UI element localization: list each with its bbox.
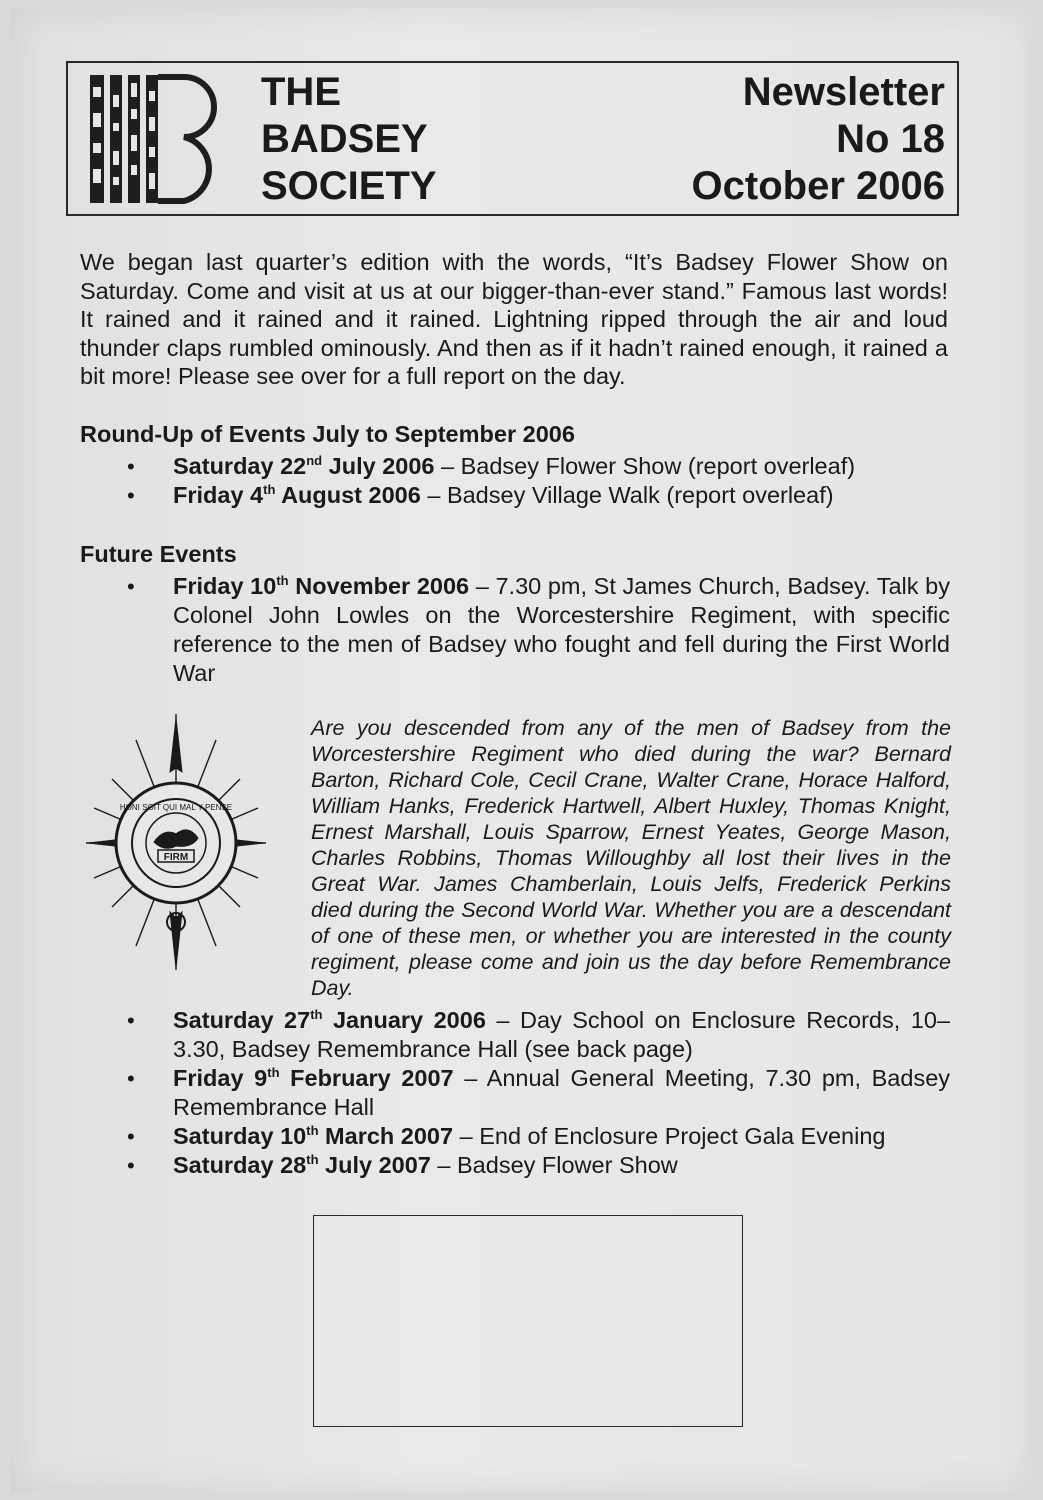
future-events-list bbox=[80, 572, 950, 688]
list-item bbox=[80, 1064, 950, 1122]
event-day: Saturday 10 bbox=[173, 1123, 307, 1149]
badge-motto: HONI SOIT QUI MAL Y PENSE bbox=[119, 803, 233, 812]
issue-date: October 2006 bbox=[691, 164, 945, 208]
event-ordinal: th bbox=[306, 1123, 319, 1139]
event-day: Friday 9 bbox=[173, 1065, 268, 1091]
event-description: – Badsey Flower Show (report overleaf) bbox=[434, 453, 856, 479]
event-ordinal: th bbox=[310, 1007, 323, 1023]
event-description: – 7.30 pm, St James Church, Badsey. Talk by Colonel John Lowles on the Worcestershire Regiment, with specific reference to the men of Badsey who fought and fell during the First World War bbox=[173, 573, 950, 686]
event-description: – Annual General Meeting, 7.30 pm, Badsey Remembrance Hall bbox=[173, 1065, 951, 1120]
society-name-line: BADSEY bbox=[261, 117, 428, 161]
event-description: – Badsey Flower Show bbox=[430, 1152, 678, 1178]
event-date-rest: January 2006 bbox=[322, 1007, 486, 1033]
event-ordinal: th bbox=[306, 1152, 319, 1168]
newsletter-title: Newsletter bbox=[742, 70, 945, 114]
issue-number: No 18 bbox=[836, 117, 945, 161]
society-name-line: THE bbox=[261, 70, 341, 114]
event-description: – End of Enclosure Project Gala Evening bbox=[453, 1123, 886, 1149]
event-description: – Day School on Enclosure Records, 10–3.30, Badsey Remembrance Hall (see back page) bbox=[173, 1007, 950, 1062]
future-events-list-continued bbox=[80, 1006, 950, 1180]
society-name-line: SOCIETY bbox=[261, 164, 437, 208]
list-item bbox=[80, 1122, 950, 1151]
badge-word: FIRM bbox=[163, 852, 189, 863]
event-ordinal: th bbox=[263, 482, 276, 498]
newsletter-info bbox=[692, 69, 945, 210]
future-events-heading: Future Events bbox=[80, 541, 237, 567]
event-day: Saturday 28 bbox=[173, 1152, 307, 1178]
event-ordinal: nd bbox=[306, 453, 323, 469]
list-item bbox=[80, 452, 950, 481]
society-name bbox=[261, 69, 437, 210]
list-item bbox=[80, 572, 950, 688]
masthead bbox=[66, 61, 959, 216]
list-item bbox=[80, 1151, 950, 1180]
event-ordinal: th bbox=[267, 1065, 280, 1081]
event-date-rest: November 2006 bbox=[288, 573, 470, 599]
badsey-society-logo bbox=[88, 73, 222, 205]
event-date-rest: July 2007 bbox=[318, 1152, 431, 1178]
worcestershire-regiment-badge-icon bbox=[82, 712, 270, 974]
roundup-heading: Round-Up of Events July to September 2006 bbox=[80, 421, 575, 447]
event-date-rest: March 2007 bbox=[318, 1123, 454, 1149]
list-item bbox=[80, 481, 950, 510]
event-description: – Badsey Village Walk (report overleaf) bbox=[420, 482, 834, 508]
event-ordinal: th bbox=[276, 573, 289, 589]
event-date-rest: July 2006 bbox=[322, 453, 435, 479]
intro-paragraph: We began last quarter’s edition with the words, “It’s Badsey Flower Show on Saturday. Come and visit at us at our bigger-than-ever stand.” Famous last words! It rained and it rained and it rained. Lightning ripped through the air and loud thunder claps rumbled ominously. And then as if it hadn’t rained enough, it rained a bit more! Please see over for a full report on the day. bbox=[80, 249, 948, 389]
list-item bbox=[80, 1006, 950, 1064]
roundup-list bbox=[80, 452, 950, 510]
event-date-rest: August 2006 bbox=[275, 482, 421, 508]
event-day: Saturday 22 bbox=[173, 453, 307, 479]
regiment-note: Are you descended from any of the men of Badsey from the Worcestershire Regiment who died during the war? Bernard Barton, Richard Cole, Cecil Crane, Walter Crane, Horace Halford, William Hanks, Frederick Hartwell, Albert Huxley, Thomas Knight, Ernest Marshall, Louis Sparrow, Ernest Yeates, George Mason, Charles Robbins, Thomas Willoughby all lost their lives in the Great War. James Chamberlain, Louis Jelfs, Frederick Perkins died during the Second World War. Whether you are a descendant of one of these men, or whether you are interested in the county regiment, please come and join us the day before Remembrance Day. bbox=[311, 716, 951, 1000]
address-label-box bbox=[313, 1215, 743, 1427]
event-day: Friday 4 bbox=[173, 482, 264, 508]
event-day: Friday 10 bbox=[173, 573, 277, 599]
event-date-rest: February 2007 bbox=[279, 1065, 454, 1091]
event-day: Saturday 27 bbox=[173, 1007, 311, 1033]
